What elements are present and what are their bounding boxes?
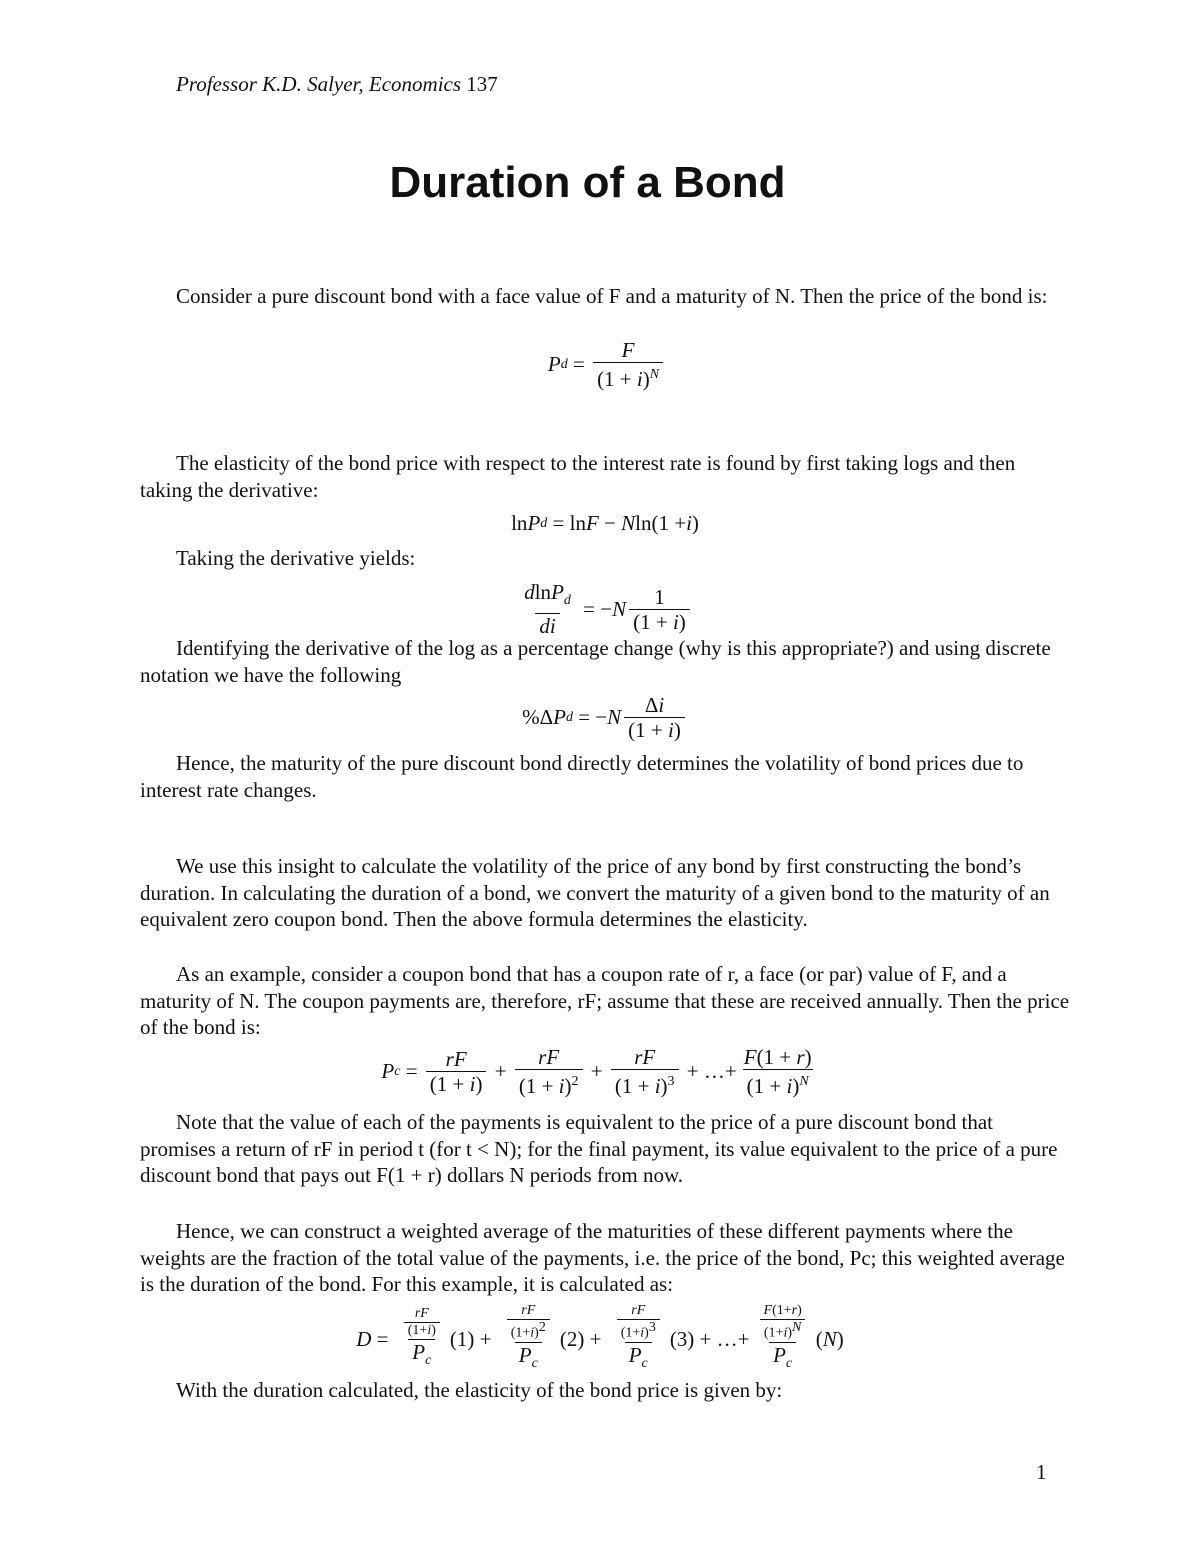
paragraph-text: Note that the value of each of the payments is equivalent to the price of a pure discount bond that promises a return of rF in period t (for t < N); for the final payment, its value equivalent to the price of a pure discount bond that pays out F(1 + r) dollars N periods from now.: [140, 1110, 1058, 1187]
paragraph-text: We use this insight to calculate the volatility of the price of any bond by first constructing the bond’s duration. In calculating the duration of a bond, we convert the maturity of a given bond to the maturity of an equivalent zero coupon bond. Then the above formula determines the elasticity.: [140, 854, 1050, 931]
page-header: [176, 72, 498, 97]
paragraph-text: As an example, consider a coupon bond that has a coupon rate of r, a face (or par) value of F, and a maturity of N. The coupon payments are, therefore, rF; assume that these are received annually. Then the price of the bond is:: [140, 962, 1070, 1039]
document-title: Duration of a Bond: [389, 158, 786, 207]
paragraph-7: [140, 961, 1070, 1041]
paragraph-3: [140, 545, 1070, 572]
equation-percent-change: %Δ P d = − N $\frac{\Delta i}{(1 + i)}$: [0, 693, 1200, 742]
paragraph-text: Hence, the maturity of the pure discount bond directly determines the volatility of bond prices due to interest rate changes.: [140, 751, 1024, 802]
paragraph-2: [140, 450, 1070, 503]
paragraph-text: Identifying the derivative of the log as a percentage change (why is this appropriate?) and using discrete notation we have the following: [140, 636, 1051, 687]
equation-duration: D = $\frac{\frac{rF}{(1+i)}}{P_c}$ (1) + $\frac{\frac{rF}{(1+i)^2}}{P_c}$ (2) + $\frac{\frac{rF}{(1+i)^3}}{P_c}$ (3) + …+ $\frac{\frac{F(1+r)}{(1+i)^N}}{P_c}$ ( N ): [0, 1303, 1200, 1376]
paragraph-6: [140, 853, 1070, 933]
equation-derivative: $\frac{dlnP_d}{di}$ = − N $\frac{1}{(1 + i)}$: [0, 580, 1200, 638]
equation-log-price: ln P d = ln F − N ln(1 + i ): [511, 511, 699, 535]
paragraph-10: [140, 1377, 1070, 1404]
paragraph-5: [140, 750, 1070, 803]
paragraph-9: [140, 1218, 1070, 1298]
paragraph-text: Hence, we can construct a weighted average of the maturities of these different payments where the weights are the fraction of the total value of the payments, i.e. the price of the bond, Pc; this weighted average is the duration of the bond. For this example, it is calculated as:: [140, 1219, 1065, 1296]
equation-coupon-price: P c = $\frac{rF}{(1 + i)}$ + $\frac{rF}{(1 + i)^2}$ + $\frac{rF}{(1 + i)^3}$ + …+ $\frac{F(1 + r)}{(1 + i)^N}$: [381, 1045, 812, 1098]
equation-price-discount: P d = $\frac{F}{(1 + i)^N}$: [0, 338, 1200, 391]
paragraph-text: Taking the derivative yields:: [176, 546, 416, 570]
paragraph-8: [140, 1109, 1070, 1189]
course-number: 137: [466, 72, 498, 96]
header-text: Professor K.D. Salyer, Economics: [176, 72, 462, 96]
page-number: 1: [1036, 1460, 1047, 1484]
paragraph-1: [140, 283, 1070, 310]
paragraph-text: With the duration calculated, the elasticity of the bond price is given by:: [176, 1378, 783, 1402]
paragraph-text: The elasticity of the bond price with respect to the interest rate is found by first taking logs and then taking the derivative:: [140, 451, 1016, 502]
paragraph-4: [140, 635, 1070, 688]
paragraph-text: Consider a pure discount bond with a face value of F and a maturity of N. Then the price of the bond is:: [176, 284, 1048, 308]
